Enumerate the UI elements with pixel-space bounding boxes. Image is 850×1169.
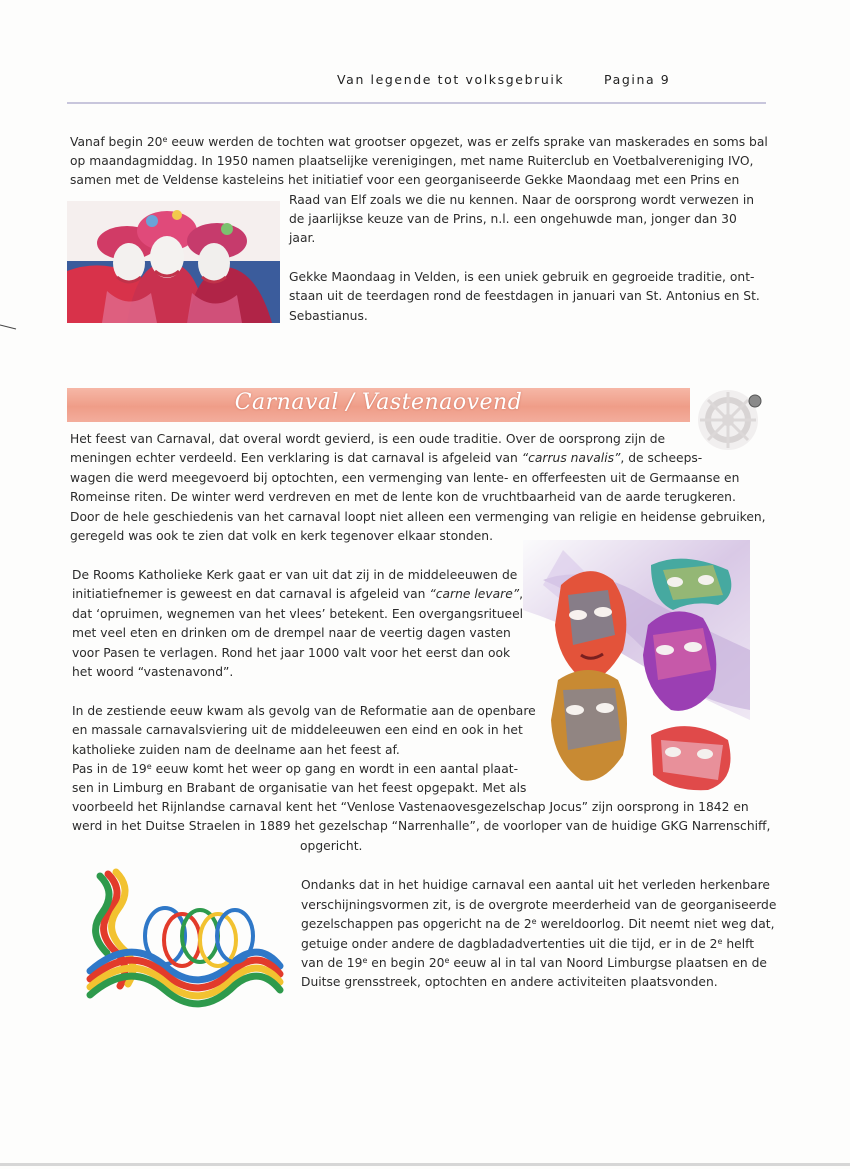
header-title: Van legende tot volksgebruik bbox=[337, 72, 565, 87]
intro-line-3: samen met de Veldense kasteleins het initiatief voor een georganiseerde Gekke Maondaag met een Prins en bbox=[70, 173, 740, 187]
p4-line-4: getuige onder andere de dagbladadvertenties uit die tijd, er in de 2e helft bbox=[301, 937, 755, 951]
intro-line-7: Gekke Maondaag in Velden, is een uniek gebruik en gegroeide traditie, ont- bbox=[289, 270, 755, 284]
p3-line-8: opgericht. bbox=[300, 839, 363, 853]
p3-line-3: katholieke zuiden nam de deelname aan het feest af. bbox=[72, 743, 400, 757]
p3-line-4: Pas in de 19e eeuw komt het weer op gang en wordt in een aantal plaat- bbox=[72, 762, 519, 776]
p2-line-5: voor Pasen te verlagen. Rond het jaar 1000 valt voor het eerst dan ook bbox=[72, 646, 511, 660]
p2-line-3: dat ‘opruimen, wegnemen van het vlees’ betekent. Een overgangsritueel bbox=[72, 607, 524, 621]
p2-line-6: het woord “vastenavond”. bbox=[72, 665, 234, 679]
intro-line-9: Sebastianus. bbox=[289, 309, 368, 323]
intro-line-8: staan uit de teerdagen rond de feestdagen in januari van St. Antonius en St. bbox=[289, 289, 760, 303]
header-page-number: Pagina 9 bbox=[604, 72, 671, 87]
header-rule bbox=[67, 102, 766, 104]
p1-line-2: meningen echter verdeeld. Een verklaring is dat carnaval is afgeleid van “carrus navalis”, de scheeps- bbox=[70, 451, 703, 465]
p2-line-4: met veel eten en drinken om de drempel naar de veertig dagen vasten bbox=[72, 626, 511, 640]
section-title: Carnaval / Vastenaovend bbox=[234, 390, 523, 415]
intro-line-4: Raad van Elf zoals we die nu kennen. Naar de oorsprong wordt verwezen in bbox=[289, 193, 755, 207]
p4-line-1: Ondanks dat in het huidige carnaval een aantal uit het verleden herkenbare bbox=[301, 878, 770, 892]
p2-line-2: initiatiefnemer is geweest en dat carnaval is afgeleid van “carne levare”, bbox=[72, 587, 524, 601]
p4-line-3: gezelschappen pas opgericht na de 2e wereldoorlog. Dit neemt niet weg dat, bbox=[301, 917, 775, 931]
p1-line-3: wagen die werd meegevoerd bij optochten, een vermenging van lente- en offerfeesten uit de Germaanse en bbox=[70, 471, 740, 485]
carnival-costumes-photo bbox=[67, 201, 280, 323]
page-header bbox=[0, 72, 850, 92]
streamers-photo bbox=[70, 866, 290, 1024]
p3-line-2: en massale carnavalsviering uit de middeleeuwen een eind en ook in het bbox=[72, 723, 523, 737]
scan-edge bbox=[0, 1163, 850, 1166]
p4-line-6: Duitse grensstreek, optochten en andere activiteiten plaatsvonden. bbox=[301, 975, 718, 989]
rosette-ornament-icon bbox=[694, 382, 766, 454]
intro-line-6: jaar. bbox=[289, 231, 316, 245]
intro-line-1: Vanaf begin 20e eeuw werden de tochten wat grootser opgezet, was er zelfs sprake van maskerades en soms bal bbox=[70, 135, 768, 149]
p4-line-5: van de 19e en begin 20e eeuw al in tal van Noord Limburgse plaatsen en de bbox=[301, 956, 767, 970]
margin-mark bbox=[0, 322, 18, 332]
p3-line-5: sen in Limburg en Brabant de organisatie van het feest opgepakt. Met als bbox=[72, 781, 527, 795]
p3-line-7: werd in het Duitse Straelen in 1889 het gezelschap “Narrenhalle”, de voorloper van de huidige GKG Narrenschiff, bbox=[72, 819, 771, 833]
p1-line-6: geregeld was ook te zien dat volk en kerk tegenover elkaar stonden. bbox=[70, 529, 493, 543]
p1-line-1: Het feest van Carnaval, dat overal wordt gevierd, is een oude traditie. Over de oorsprong zijn de bbox=[70, 432, 666, 446]
p3-line-1: In de zestiende eeuw kwam als gevolg van de Reformatie aan de openbare bbox=[72, 704, 536, 718]
section-banner bbox=[67, 388, 690, 422]
p1-line-5: Door de hele geschiedenis van het carnaval loopt niet alleen een vermenging van religie en heidense gebruiken, bbox=[70, 510, 766, 524]
venetian-masks-photo bbox=[523, 540, 750, 793]
p1-line-4: Romeinse riten. De winter werd verdreven en met de lente kon de vruchtbaarheid van de aarde terugkeren. bbox=[70, 490, 736, 504]
p2-line-1: De Rooms Katholieke Kerk gaat er van uit dat zij in de middeleeuwen de bbox=[72, 568, 518, 582]
p4-line-2: verschijningsvormen zit, is de overgrote meerderheid van de georganiseerde bbox=[301, 898, 777, 912]
p3-line-6: voorbeeld het Rijnlandse carnaval kent het “Venlose Vastenaovesgezelschap Jocus” zijn oorsprong in 1842 en bbox=[72, 800, 749, 814]
intro-line-2: op maandagmiddag. In 1950 namen plaatselijke verenigingen, met name Ruiterclub en Voetbalvereniging IVO, bbox=[70, 154, 754, 168]
intro-line-5: de jaarlijkse keuze van de Prins, n.l. een ongehuwde man, jonger dan 30 bbox=[289, 212, 737, 226]
